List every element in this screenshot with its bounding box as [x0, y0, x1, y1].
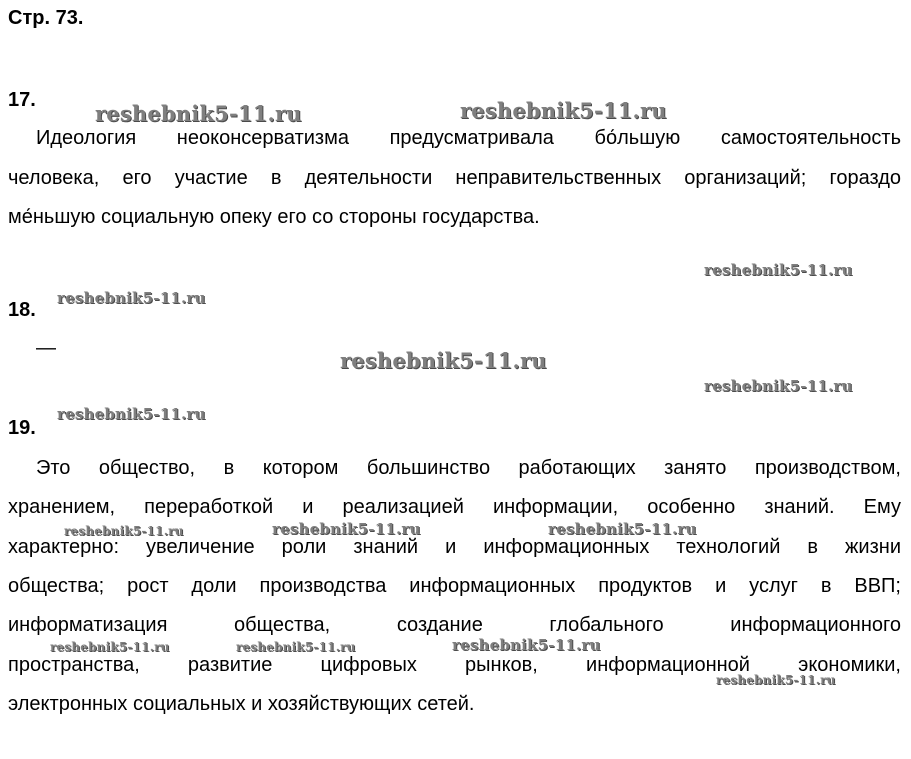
- watermark: reshebnik5-11.ru: [57, 405, 206, 423]
- task-number-19: 19.: [8, 417, 36, 439]
- task-19-line-6: пространства, развитие цифровых рынков, информационной экономики,: [8, 654, 901, 676]
- task-18-answer: —: [36, 337, 56, 359]
- task-number-17: 17.: [8, 89, 36, 111]
- watermark: reshebnik5-11.ru: [272, 520, 421, 538]
- watermark: reshebnik5-11.ru: [704, 377, 853, 395]
- task-19-line-7: электронных социальных и хозяйствующих сетей.: [8, 693, 475, 715]
- task-19-line-5: информатизация общества, создание глобального информационного: [8, 614, 901, 636]
- task-17-line-2: человека, его участие в деятельности неправительственных организаций; гораздо: [8, 167, 901, 189]
- watermark: reshebnik5-11.ru: [340, 348, 547, 373]
- task-19-line-2: хранением, переработкой и реализацией информации, особенно знаний. Ему: [8, 496, 901, 518]
- watermark: reshebnik5-11.ru: [452, 636, 601, 654]
- watermark: reshebnik5-11.ru: [57, 289, 206, 307]
- task-19-line-4: общества; рост доли производства информационных продуктов и услуг в ВВП;: [8, 575, 901, 597]
- watermark: reshebnik5-11.ru: [64, 524, 184, 538]
- task-19-line-1: Это общество, в котором большинство работающих занято производством,: [36, 457, 901, 479]
- task-number-18: 18.: [8, 299, 36, 321]
- task-17-line-3: ме́ньшую социальную опеку его со стороны государства.: [8, 206, 540, 228]
- watermark: reshebnik5-11.ru: [236, 640, 356, 654]
- watermark: reshebnik5-11.ru: [716, 673, 836, 687]
- watermark: reshebnik5-11.ru: [704, 261, 853, 279]
- watermark: reshebnik5-11.ru: [95, 101, 302, 126]
- page-number: Стр. 73.: [8, 7, 84, 29]
- task-19-line-3: характерно: увеличение роли знаний и информационных технологий в жизни: [8, 536, 901, 558]
- watermark: reshebnik5-11.ru: [460, 98, 667, 123]
- watermark: reshebnik5-11.ru: [548, 520, 697, 538]
- watermark: reshebnik5-11.ru: [50, 640, 170, 654]
- task-17-line-1: Идеология неоконсерватизма предусматривала бо́льшую самостоятельность: [36, 127, 901, 149]
